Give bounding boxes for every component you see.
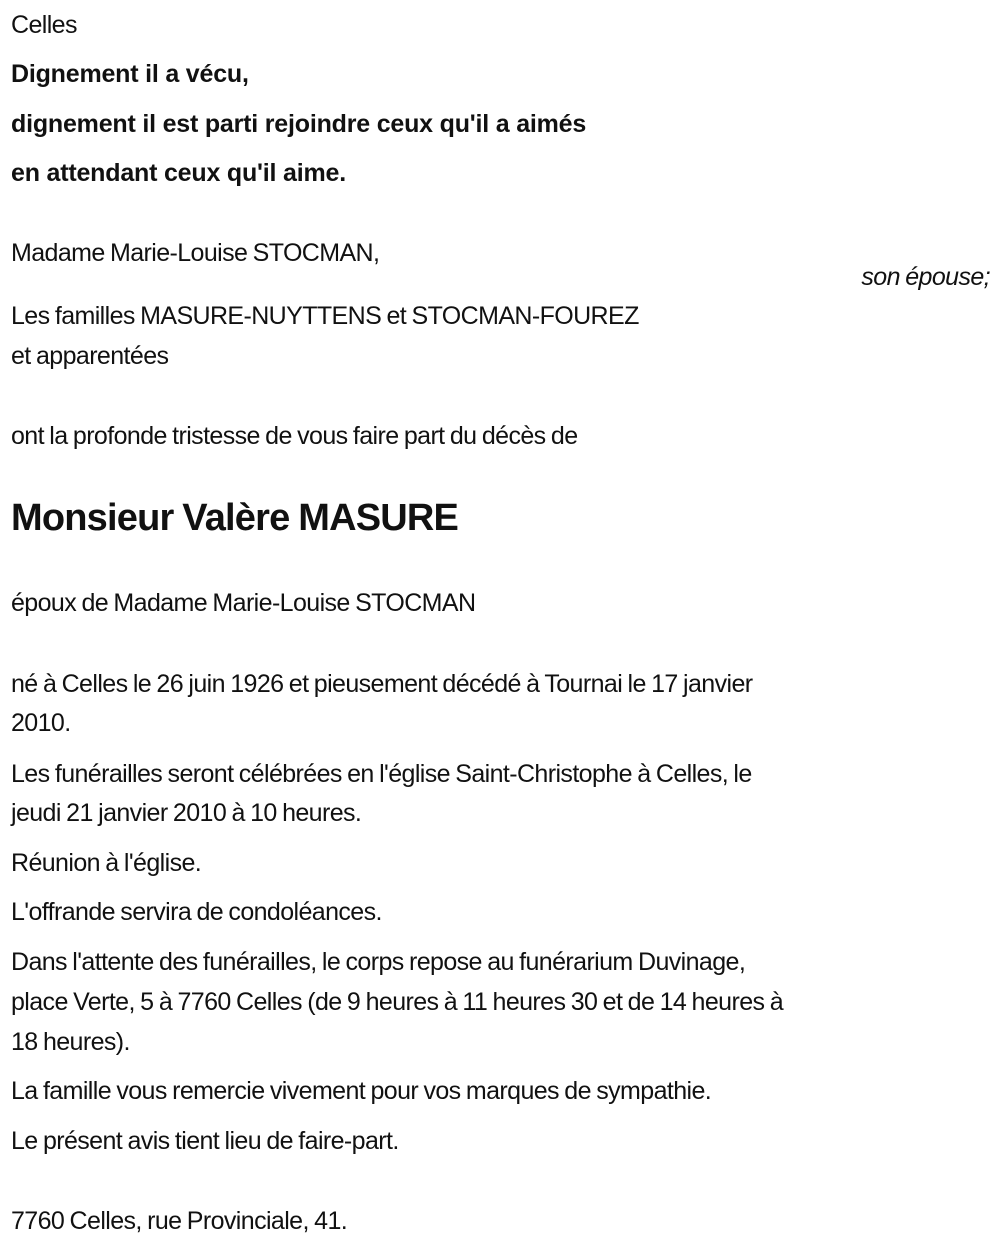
spouse-role: son épouse; bbox=[861, 263, 990, 291]
notice-text: Le présent avis tient lieu de faire-part. bbox=[11, 1127, 399, 1155]
thanks-text: La famille vous remercie vivement pour vos marques de sympathie. bbox=[11, 1077, 712, 1105]
funeral-line: Les funérailles seront célébrées en l'église Saint-Christophe à Celles, le bbox=[11, 760, 752, 788]
families-line: et apparentées bbox=[11, 342, 169, 370]
funeral-line: jeudi 21 janvier 2010 à 10 heures. bbox=[11, 799, 362, 827]
birth-death-line: né à Celles le 26 juin 1926 et pieusement décédé à Tournai le 17 janvier bbox=[11, 670, 753, 698]
families-line: Les familles MASURE-NUYTTENS et STOCMAN-FOUREZ bbox=[11, 302, 639, 330]
address-text: 7760 Celles, rue Provinciale, 41. bbox=[11, 1207, 348, 1235]
birth-death-line: 2010. bbox=[11, 709, 71, 737]
epitaph-line: en attendant ceux qu'il aime. bbox=[11, 159, 346, 187]
deceased-name: Monsieur Valère MASURE bbox=[11, 497, 459, 539]
location-heading: Celles bbox=[11, 11, 77, 39]
viewing-line: Dans l'attente des funérailles, le corps repose au funérarium Duvinage, bbox=[11, 948, 746, 976]
epitaph-line: Dignement il a vécu, bbox=[11, 60, 249, 88]
viewing-line: 18 heures). bbox=[11, 1028, 130, 1056]
viewing-line: place Verte, 5 à 7760 Celles (de 9 heures à 11 heures 30 et de 14 heures à bbox=[11, 988, 784, 1016]
meeting-text: Réunion à l'église. bbox=[11, 849, 202, 877]
offering-text: L'offrande servira de condoléances. bbox=[11, 898, 382, 926]
epitaph-line: dignement il est parti rejoindre ceux qu'il a aimés bbox=[11, 110, 587, 138]
deceased-relation: époux de Madame Marie-Louise STOCMAN bbox=[11, 589, 476, 617]
spouse-name: Madame Marie-Louise STOCMAN, bbox=[11, 239, 380, 267]
announcement-text: ont la profonde tristesse de vous faire part du décès de bbox=[11, 422, 578, 450]
